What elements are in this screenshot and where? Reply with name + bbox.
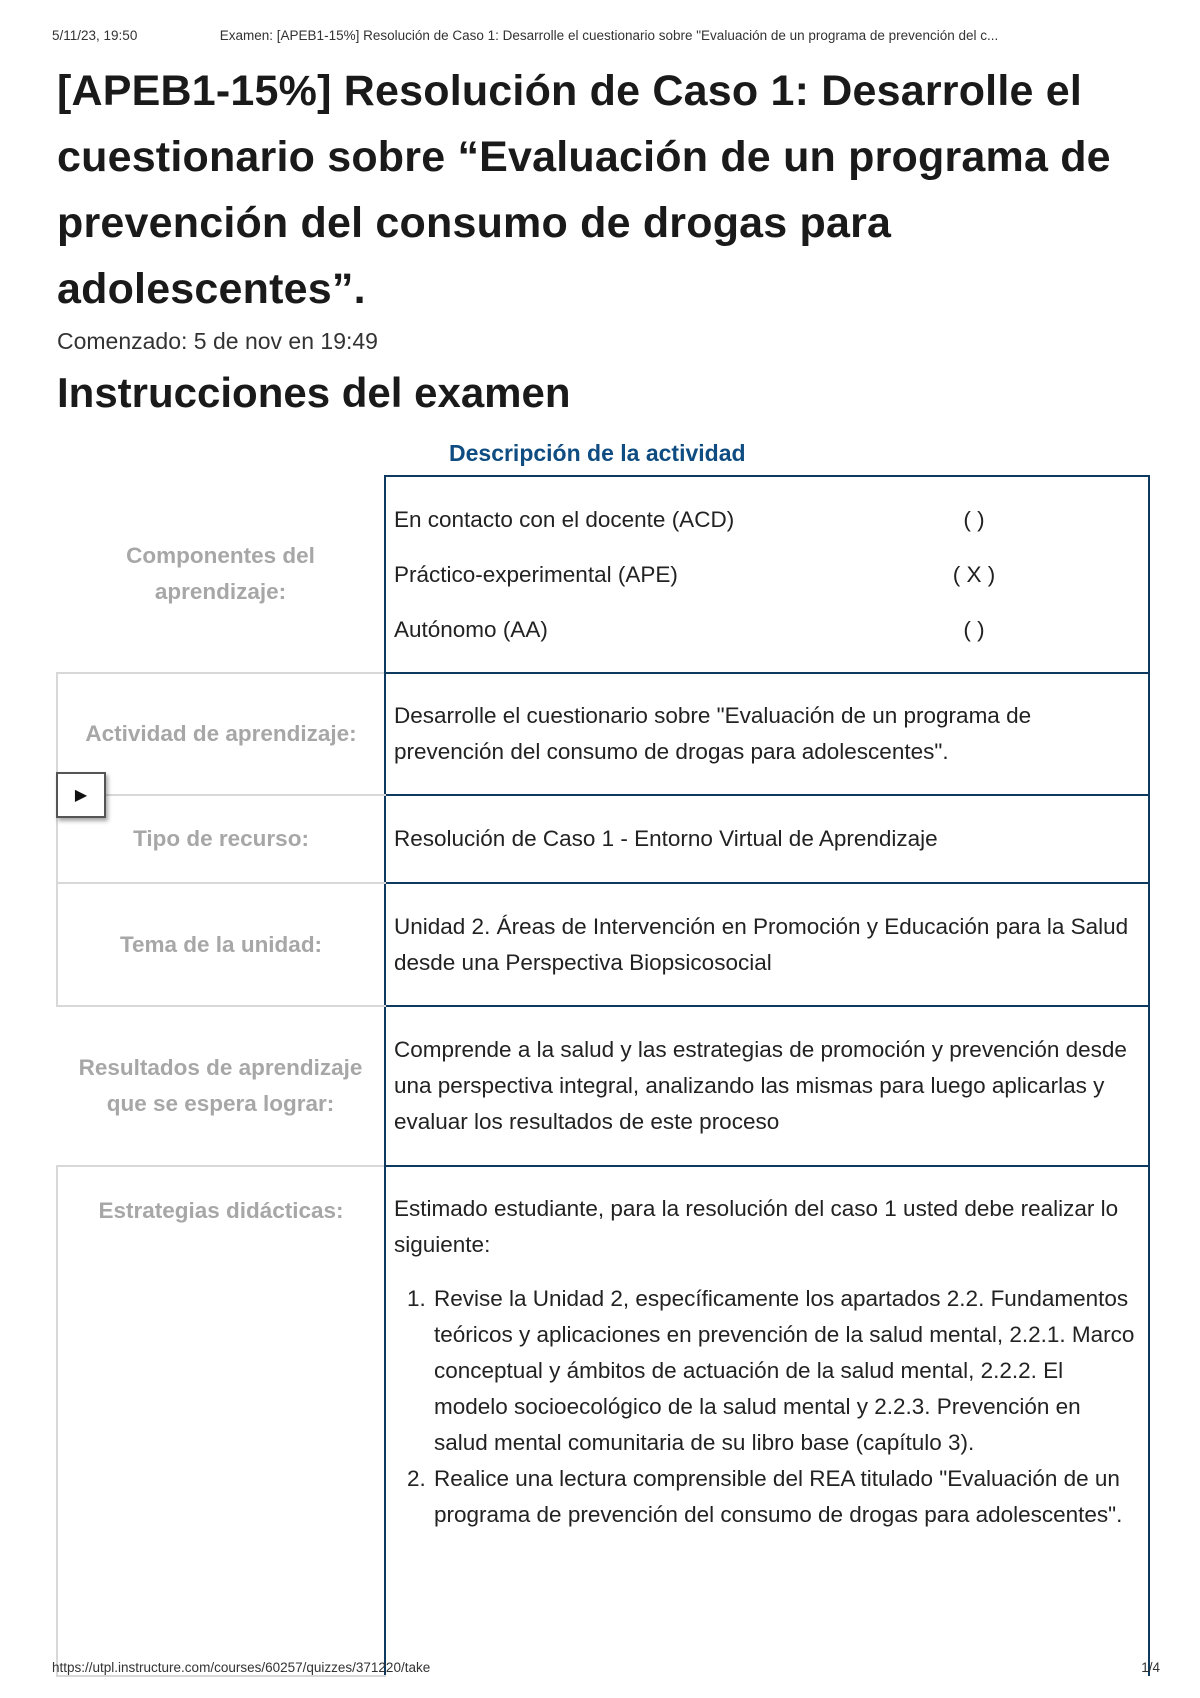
component-mark: ( ): [963, 616, 985, 642]
resource-value: Resolución de Caso 1 - Entorno Virtual de Aprendizaje: [385, 795, 1149, 883]
component-item: [394, 602, 1140, 657]
component-mark: ( X ): [952, 561, 996, 587]
print-title: Examen: [APEB1-15%] Resolución de Caso 1: Desarrolle el cuestionario sobre "Evaluación de un programa de prevención del c...: [219, 28, 999, 43]
component-item: [394, 547, 1140, 602]
strategies-label: Estrategias didácticas:: [57, 1166, 385, 1676]
table-caption: Descripción de la actividad: [449, 440, 746, 466]
quiz-main: [57, 58, 1157, 417]
print-header: [52, 28, 1160, 43]
component-item: [394, 492, 1140, 547]
table-row: [57, 883, 1149, 1006]
play-button[interactable]: [56, 772, 106, 818]
activity-label: Actividad de aprendizaje:: [57, 673, 385, 795]
list-item: 2. Realice una lectura comprensible del REA titulado "Evaluación de un programa de prevención del consumo de drogas para adolescentes".: [432, 1461, 1140, 1533]
table-row: [57, 673, 1149, 795]
page-title: [APEB1-15%] Resolución de Caso 1: Desarrolle el cuestionario sobre “Evaluación de un programa de prevención del consumo de drogas para adolescentes”.: [57, 67, 1111, 313]
table-row: [57, 1166, 1149, 1676]
unit-label: Tema de la unidad:: [57, 883, 385, 1006]
activity-value: Desarrolle el cuestionario sobre "Evaluación de un programa de prevención del consumo de drogas para adolescentes".: [385, 673, 1149, 795]
strategies-steps: [394, 1281, 1140, 1533]
started-timestamp: Comenzado: 5 de nov en 19:49: [57, 328, 378, 354]
print-footer: [52, 1660, 1160, 1675]
resource-label: Tipo de recurso:: [57, 795, 385, 883]
component-name: Autónomo (AA): [394, 616, 548, 642]
table-row: [57, 1006, 1149, 1166]
table-row: [57, 476, 1149, 673]
list-item: 1. Revise la Unidad 2, específicamente los apartados 2.2. Fundamentos teóricos y aplicaciones en prevención de la salud mental, 2.2.1. Marco conceptual y ámbitos de actuación de la salud mental, 2.2.2. El modelo socioecológico de la salud mental y 2.2.3. Prevención en salud mental comunitaria de su libro base (capítulo 3).: [432, 1281, 1140, 1461]
strategies-intro: Estimado estudiante, para la resolución del caso 1 usted debe realizar lo siguiente:: [394, 1196, 1119, 1257]
results-value: Comprende a la salud y las estrategias de promoción y prevención desde una perspectiva integral, analizando las mismas para luego aplicarlas y evaluar los resultados de este proceso: [385, 1006, 1149, 1166]
page-number: 1/4: [1141, 1660, 1160, 1675]
instructions-heading: Instrucciones del examen: [57, 369, 571, 416]
components-label: Componentes del aprendizaje:: [126, 543, 315, 604]
activity-description-table: [56, 475, 1150, 1677]
results-label: Resultados de aprendizaje que se espera lograr:: [78, 1055, 363, 1116]
components-cell: [385, 476, 1149, 673]
play-icon: ▶: [74, 787, 88, 804]
component-name: Práctico-experimental (APE): [394, 561, 678, 587]
unit-value: Unidad 2. Áreas de Intervención en Promoción y Educación para la Salud desde una Perspectiva Biopsicosocial: [385, 883, 1149, 1006]
print-date: 5/11/23, 19:50: [52, 28, 138, 43]
strategies-cell: [385, 1166, 1149, 1676]
component-mark: ( ): [963, 506, 985, 532]
table-row: [57, 795, 1149, 883]
print-url: https://utpl.instructure.com/courses/60257/quizzes/371220/take: [52, 1660, 431, 1675]
component-name: En contacto con el docente (ACD): [394, 506, 735, 532]
